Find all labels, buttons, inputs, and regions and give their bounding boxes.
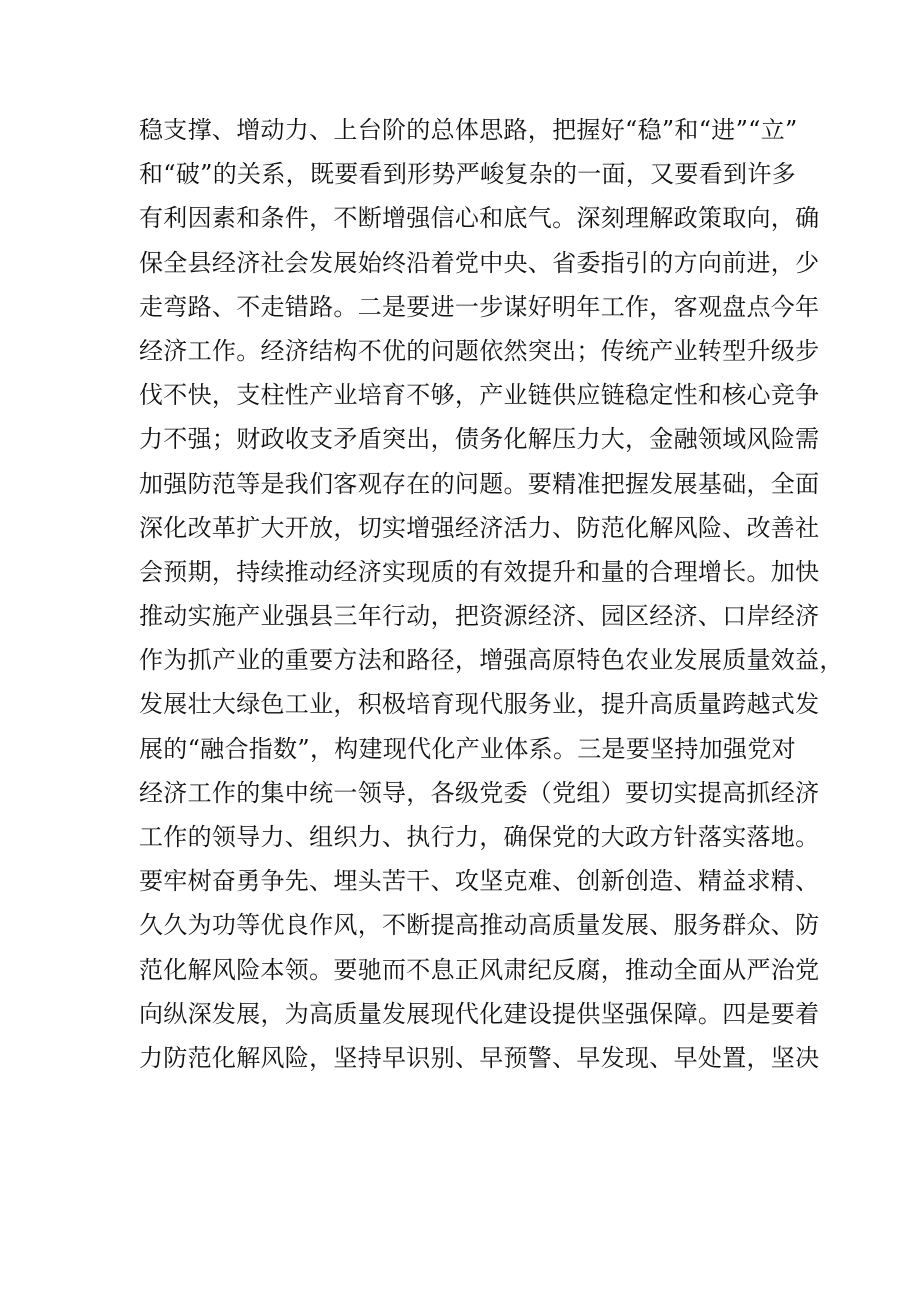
text-line: 加强防范等是我们客观存在的问题。要精准把握发展基础，全面 <box>139 469 820 498</box>
text-line: 走弯路、不走错路。二是要进一步谋好明年工作，客观盘点今年 <box>139 292 820 321</box>
text-line: 久久为功等优良作风，不断提高推动高质量发展、服务群众、防 <box>139 911 820 940</box>
text-line: 和“破”的关系，既要看到形势严峻复杂的一面，又要看到许多 <box>139 160 796 189</box>
body-paragraph <box>139 108 844 1080</box>
text-line: 力防范化解风险，坚持早识别、早预警、早发现、早处置，坚决 <box>139 1043 820 1072</box>
text-line: 伐不快，支柱性产业培育不够，产业链供应链稳定性和核心竞争 <box>139 381 820 410</box>
text-line: 经济工作。经济结构不优的问题依然突出；传统产业转型升级步 <box>139 336 820 365</box>
text-line: 有利因素和条件，不断增强信心和底气。深刻理解政策取向，确 <box>139 204 820 233</box>
text-line: 深化改革扩大开放，切实增强经济活力、防范化解风险、改善社 <box>139 513 820 542</box>
text-line: 力不强；财政收支矛盾突出，债务化解压力大，金融领域风险需 <box>139 425 820 454</box>
text-line: 展的“融合指数”，构建现代化产业体系。三是要坚持加强党对 <box>139 734 796 763</box>
text-line: 向纵深发展，为高质量发展现代化建设提供坚强保障。四是要着 <box>139 999 820 1028</box>
text-line: 保全县经济社会发展始终沿着党中央、省委指引的方向前进，少 <box>139 248 820 277</box>
text-line: 会预期，持续推动经济实现质的有效提升和量的合理增长。加快 <box>139 557 820 586</box>
text-line: 工作的领导力、组织力、执行力，确保党的大政方针落实落地。 <box>139 823 820 851</box>
text-line: 要牢树奋勇争先、埋头苦干、攻坚克难、创新创造、精益求精、 <box>139 867 820 896</box>
text-line: 经济工作的集中统一领导，各级党委（党组）要切实提高抓经济 <box>139 778 820 807</box>
text-line: 推动实施产业强县三年行动，把资源经济、园区经济、口岸经济 <box>139 602 820 631</box>
text-line: 作为抓产业的重要方法和路径，增强高原特色农业发展质量效益， <box>139 646 844 675</box>
text-line: 范化解风险本领。要驰而不息正风肃纪反腐，推动全面从严治党 <box>139 955 820 984</box>
text-line: 发展壮大绿色工业，积极培育现代服务业，提升高质量跨越式发 <box>139 690 820 719</box>
text-line: 稳支撑、增动力、上台阶的总体思路，把握好“稳”和“进”“立” <box>139 116 798 144</box>
